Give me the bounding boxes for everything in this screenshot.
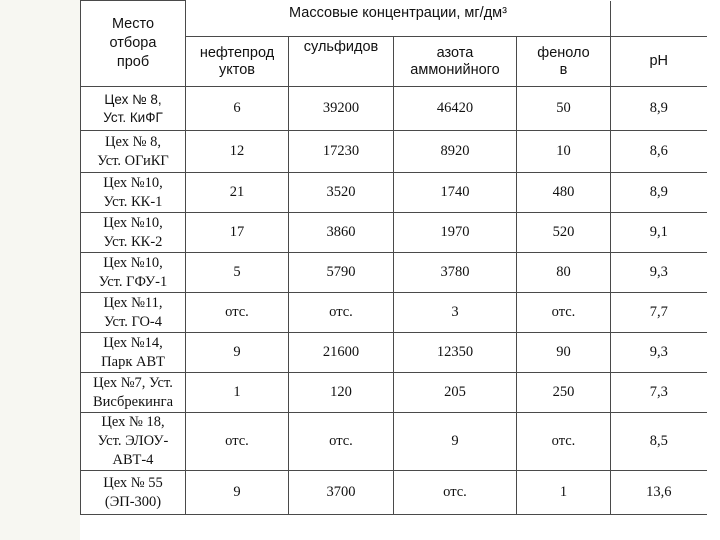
place-line: Уст. КиФГ [103, 109, 163, 125]
value-sulfides-cell: 39200 [289, 87, 394, 131]
value-oil-cell: 6 [186, 87, 289, 131]
value-ammonium-cell: 9 [394, 413, 517, 471]
table-row [81, 131, 707, 173]
value-sulfides-cell: отс. [289, 293, 394, 333]
place-header-line: отбора [109, 35, 157, 51]
place-cell [81, 471, 186, 515]
col-header-sulfides [289, 37, 394, 87]
place-cell [81, 131, 186, 173]
place-line: Цех №10, [103, 214, 163, 231]
value-ph-cell: 7,7 [611, 293, 707, 333]
place-line: Цех № 55 [103, 474, 163, 491]
place-cell [81, 333, 186, 373]
value-ph-cell: 9,1 [611, 213, 707, 253]
place-cell [81, 373, 186, 413]
table-row [81, 293, 707, 333]
place-line: Парк АВТ [101, 353, 165, 370]
col-header-line: феноло [537, 44, 590, 61]
place-header-line: Место [111, 16, 155, 32]
value-ph-cell: 9,3 [611, 253, 707, 293]
value-oil-cell: 17 [186, 213, 289, 253]
place-line: (ЭП-300) [104, 493, 162, 510]
value-sulfides-cell: 3700 [289, 471, 394, 515]
table-row [81, 471, 707, 515]
col-header-oil [186, 37, 289, 87]
value-phenols-cell: 480 [517, 173, 611, 213]
place-line: Уст. ОГиКГ [97, 152, 169, 169]
table-row [81, 87, 707, 131]
value-ph-cell: 13,6 [611, 471, 707, 515]
place-line: Уст. ГФУ-1 [98, 273, 168, 290]
col-header-ph [611, 37, 707, 87]
value-phenols-cell: отс. [517, 413, 611, 471]
table-row [81, 373, 707, 413]
table-row [81, 173, 707, 213]
value-sulfides-cell: 5790 [289, 253, 394, 293]
value-phenols-cell: 10 [517, 131, 611, 173]
value-phenols-cell: 1 [517, 471, 611, 515]
place-line: Уст. КК-2 [103, 233, 163, 250]
value-oil-cell: 5 [186, 253, 289, 293]
table-row [81, 333, 707, 373]
value-ammonium-cell: 1970 [394, 213, 517, 253]
value-ammonium-cell: 205 [394, 373, 517, 413]
table-row [81, 413, 707, 471]
place-line: АВТ-4 [112, 452, 154, 468]
concentration-group-header: Массовые концентрации, мг/дм³ [186, 1, 611, 37]
col-header-line: аммонийного [410, 61, 500, 78]
value-phenols-cell: отс. [517, 293, 611, 333]
value-ammonium-cell: 12350 [394, 333, 517, 373]
col-header-line: в [559, 61, 568, 78]
place-line: Цех №10, [103, 174, 163, 191]
value-oil-cell: отс. [186, 413, 289, 471]
place-cell [81, 173, 186, 213]
col-header-line: уктов [218, 61, 255, 78]
col-header-line: азота [436, 44, 474, 61]
value-oil-cell: 9 [186, 471, 289, 515]
place-line: Уст. ЭЛОУ- [97, 433, 169, 449]
value-oil-cell: 1 [186, 373, 289, 413]
value-oil-cell: 21 [186, 173, 289, 213]
value-sulfides-cell: 21600 [289, 333, 394, 373]
value-phenols-cell: 520 [517, 213, 611, 253]
value-phenols-cell: 90 [517, 333, 611, 373]
value-oil-cell: 9 [186, 333, 289, 373]
concentration-table [80, 0, 707, 515]
place-line: Цех №10, [103, 254, 163, 271]
place-line: Висбрекинга [92, 393, 174, 410]
place-line: Уст. ГО-4 [103, 313, 163, 330]
value-ph-cell: 8,9 [611, 87, 707, 131]
place-cell [81, 293, 186, 333]
value-phenols-cell: 80 [517, 253, 611, 293]
value-sulfides-cell: 3860 [289, 213, 394, 253]
value-ammonium-cell: 3780 [394, 253, 517, 293]
place-header [81, 1, 186, 87]
place-cell [81, 413, 186, 471]
value-ph-cell: 8,5 [611, 413, 707, 471]
col-header-line: нефтепрод [199, 44, 275, 61]
value-ph-cell: 8,6 [611, 131, 707, 173]
place-line: Цех № 8, [104, 91, 162, 107]
col-header-ammonium [394, 37, 517, 87]
place-cell [81, 213, 186, 253]
place-line: Уст. КК-1 [103, 193, 163, 210]
place-header-line: проб [116, 54, 150, 70]
place-line: Цех №11, [103, 294, 163, 311]
place-cell [81, 87, 186, 131]
table-row [81, 213, 707, 253]
place-line: Цех № 8, [105, 133, 161, 150]
value-sulfides-cell: 17230 [289, 131, 394, 173]
header-row-1 [81, 1, 707, 37]
page-edge [0, 0, 81, 540]
value-ammonium-cell: отс. [394, 471, 517, 515]
col-header-line: сульфидов [303, 39, 379, 55]
value-ph-cell: 9,3 [611, 333, 707, 373]
value-oil-cell: отс. [186, 293, 289, 333]
value-ph-cell: 8,9 [611, 173, 707, 213]
header-blank-cell [611, 1, 707, 37]
value-ph-cell: 7,3 [611, 373, 707, 413]
col-header-line: pH [649, 53, 669, 69]
place-line: Цех № 18, [101, 414, 165, 430]
value-sulfides-cell: отс. [289, 413, 394, 471]
value-ammonium-cell: 3 [394, 293, 517, 333]
table-row [81, 253, 707, 293]
value-oil-cell: 12 [186, 131, 289, 173]
value-sulfides-cell: 3520 [289, 173, 394, 213]
col-header-phenols [517, 37, 611, 87]
value-phenols-cell: 250 [517, 373, 611, 413]
place-line: Цех №7, Уст. [93, 374, 173, 391]
value-ammonium-cell: 46420 [394, 87, 517, 131]
value-ammonium-cell: 1740 [394, 173, 517, 213]
place-line: Цех №14, [103, 334, 163, 351]
place-cell [81, 253, 186, 293]
value-sulfides-cell: 120 [289, 373, 394, 413]
value-phenols-cell: 50 [517, 87, 611, 131]
value-ammonium-cell: 8920 [394, 131, 517, 173]
